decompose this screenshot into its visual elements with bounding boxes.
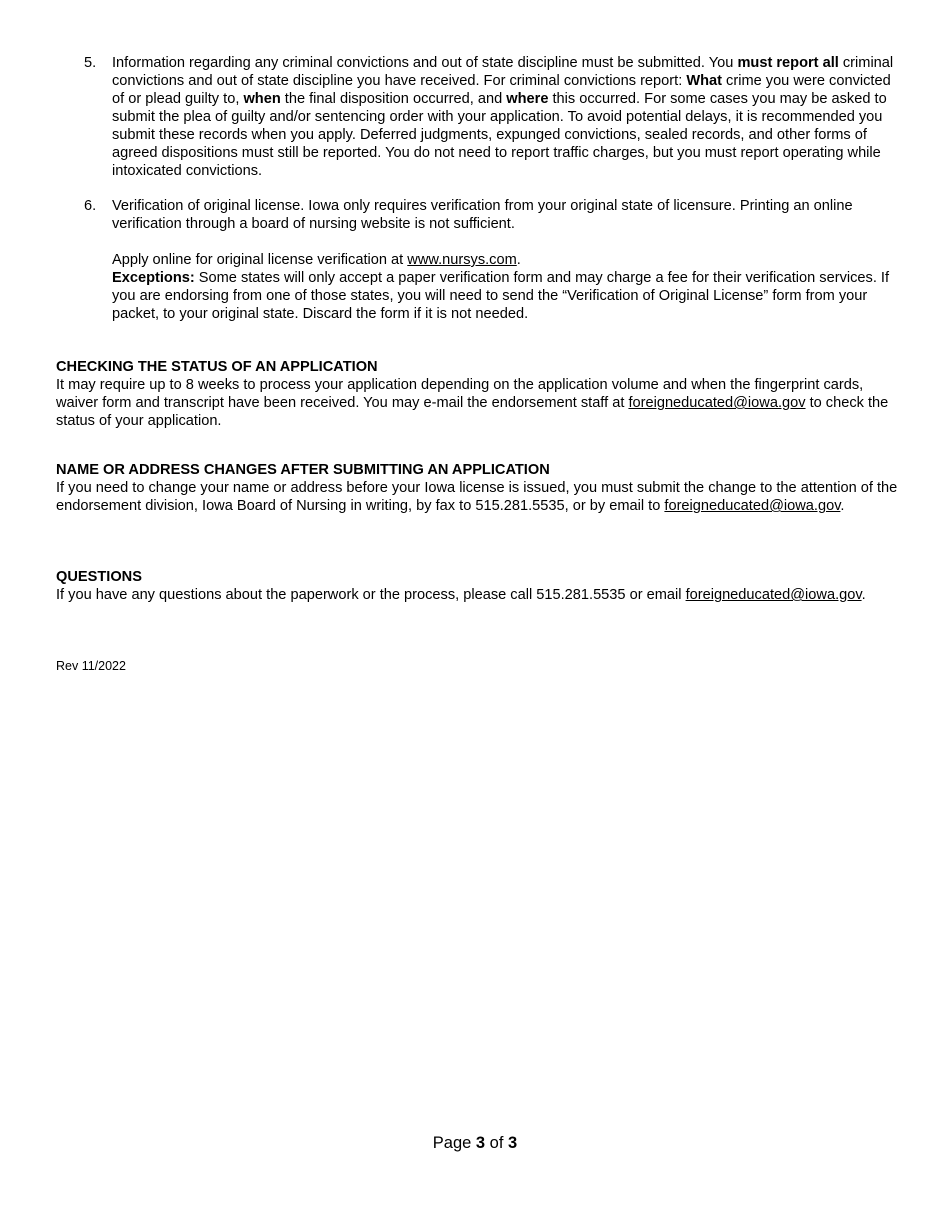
questions-section — [56, 568, 906, 604]
exceptions-label: Exceptions: — [112, 270, 195, 286]
emphasis-text: where — [506, 91, 549, 107]
email-link[interactable]: foreigneducated@iowa.gov — [685, 587, 862, 603]
page-footer: Page 3 of 3 — [432, 1134, 518, 1152]
list-item-number: 5. — [84, 55, 97, 71]
emphasis-text: must report all — [737, 55, 839, 71]
list-item-number: 6. — [84, 198, 97, 214]
emphasis-text: What — [686, 73, 722, 89]
name-address-section — [56, 461, 906, 515]
list-item-text: Information regarding any criminal convictions and out of state discipline must be submitted. You must report all criminal convictions and out of state discipline you have received. For criminal convictions report: What crime you were convicted of or plead guilty to, when the final disposition occurred, and where this occurred. For some cases you may be asked to submit the plea of guilty and/or sentencing order with your application. To avoid potential delays, it is recommended you submit these records when you apply. Deferred judgments, expunged convictions, sealed records, and other forms of agreed dispositions must still be reported. You do not need to report traffic charges, but you must report operating while intoxicated convictions. — [112, 55, 894, 179]
list-item-5 — [56, 54, 898, 180]
section-text: If you need to change your name or address before your Iowa license is issued, you must submit the change to the attention of the endorsement division, Iowa Board of Nursing in writing, by fax to 515.281.5535, or by email to foreigneducated@iowa.gov. — [56, 480, 898, 514]
revision-date: Rev 11/2022 — [56, 659, 126, 673]
nursys-link[interactable]: www.nursys.com — [407, 252, 517, 268]
status-section — [56, 358, 906, 430]
section-text: It may require up to 8 weeks to process your application depending on the application volume and when the fingerprint cards, waiver form and transcript have been received. You may e-mail the endorsement staff at foreigneducated@iowa.gov to check the status of your application. — [56, 377, 889, 429]
section-heading: QUESTIONS — [56, 569, 142, 585]
section-text: If you have any questions about the paperwork or the process, please call 515.281.5535 or email foreigneducated@iowa.gov. — [56, 587, 866, 603]
email-link[interactable]: foreigneducated@iowa.gov — [628, 395, 806, 411]
list-item-text: Verification of original license. Iowa only requires verification from your original state of licensure. Printing an online verification through a board of nursing website is not sufficient. — [112, 198, 853, 232]
numbered-list — [56, 54, 898, 323]
exceptions-paragraph: Exceptions: Some states will only accept a paper verification form and may charge a fee for their verification services. If you are endorsing from one of those states, you will need to send the “Verification of Original License” form from your packet, to your original state. Discard the form if it is not needed. — [112, 270, 890, 322]
current-page-number: 3 — [475, 1134, 486, 1152]
total-pages-number: 3 — [508, 1134, 518, 1152]
apply-online-line: Apply online for original license verification at www.nursys.com. — [112, 252, 521, 268]
list-item-6 — [56, 197, 898, 323]
emphasis-text: when — [243, 91, 281, 107]
email-link[interactable]: foreigneducated@iowa.gov — [664, 498, 841, 514]
paragraph-gap — [112, 233, 898, 251]
section-heading: NAME OR ADDRESS CHANGES AFTER SUBMITTING AN APPLICATION — [56, 462, 550, 478]
section-heading: CHECKING THE STATUS OF AN APPLICATION — [56, 359, 378, 375]
